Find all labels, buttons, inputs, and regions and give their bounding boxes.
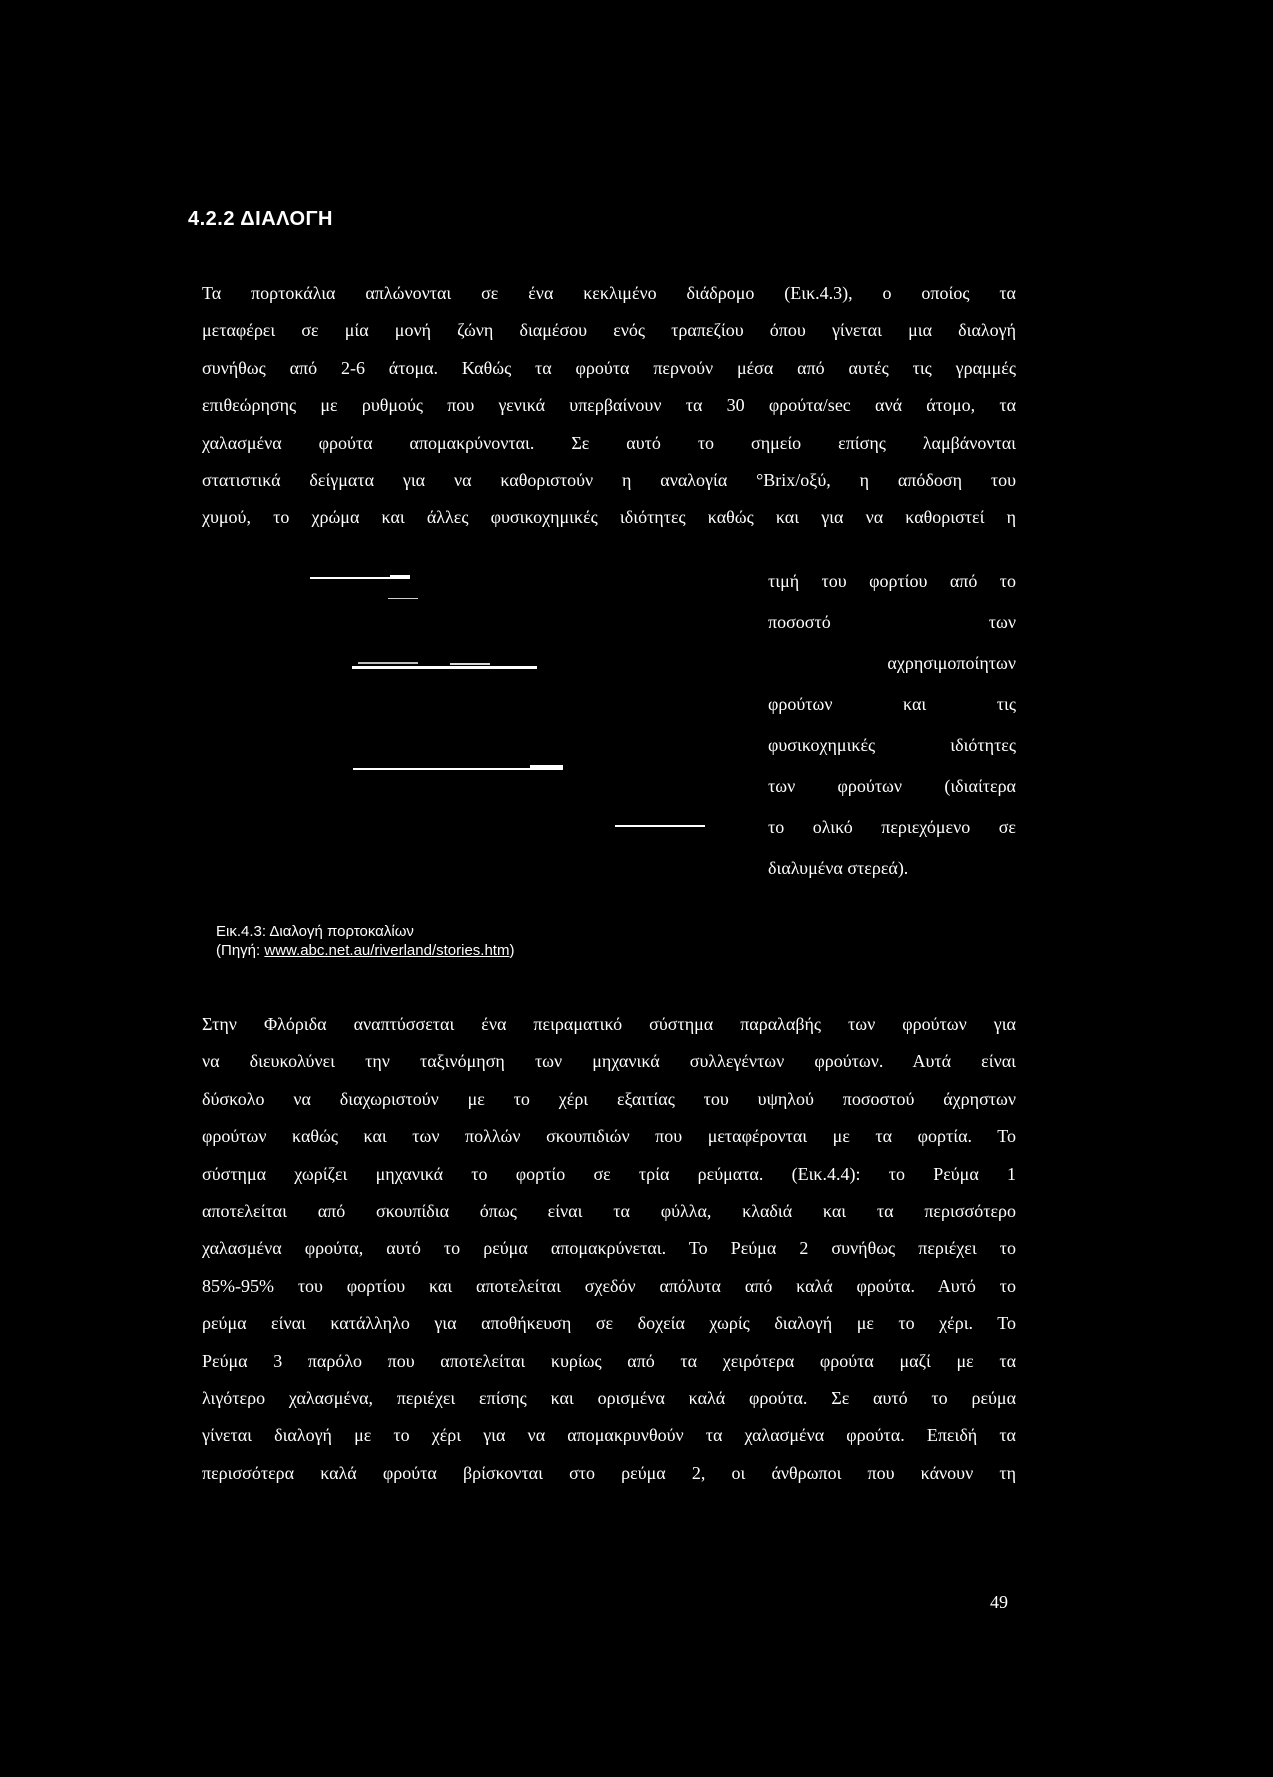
text-line: το ολικό περιεχόμενο σε (768, 817, 1016, 837)
caption-source (216, 941, 514, 960)
figure-line (388, 598, 418, 599)
figure-line (450, 663, 490, 665)
figure-line (615, 825, 705, 827)
page-number: 49 (990, 1592, 1008, 1612)
figure-side-text (768, 561, 1016, 889)
text-line: Τα πορτοκάλια απλώνονται σε ένα κεκλιμένο διάδρομο (Εικ.4.3), ο οποίος τα (202, 283, 1016, 303)
source-link[interactable]: www.abc.net.au/riverland/stories.htm (264, 942, 510, 959)
text-line: αποτελείται από σκουπίδια όπως είναι τα φύλλα, κλαδιά και τα περισσότερο (202, 1201, 1016, 1222)
text-line: συνήθως από 2-6 άτομα. Καθώς τα φρούτα περνούν μέσα από αυτές τις γραμμές (202, 357, 1016, 378)
text-line: φρούτων και τις (768, 694, 1016, 714)
text-line: Στην Φλόριδα αναπτύσσεται ένα πειραματικό σύστημα παραλαβής των φρούτων για (202, 1014, 1016, 1034)
text-line: φυσικοχημικές ιδιότητες (768, 735, 1016, 755)
text-line: λιγότερο χαλασμένα, περιέχει επίσης και ορισμένα καλά φρούτα. Σε αυτό το ρεύμα (202, 1388, 1016, 1409)
section-heading: 4.2.2 ΔΙΑΛΟΓΗ (188, 208, 333, 230)
figure-line (530, 765, 563, 769)
text-line: διαλυμένα στερεά). (768, 858, 909, 878)
text-line: να διευκολύνει την ταξινόμηση των μηχανικά συλλεγέντων φρούτων. Αυτά είναι (202, 1051, 1016, 1072)
text-line: ρεύμα είναι κατάλληλο για αποθήκευση σε δοχεία χωρίς διαλογή με το χέρι. Το (202, 1313, 1016, 1334)
text-line: 85%-95% του φορτίου και αποτελείται σχεδόν απόλυτα από καλά φρούτα. Αυτό το (202, 1275, 1016, 1296)
text-line: των φρούτων (ιδιαίτερα (768, 776, 1016, 796)
text-line: μεταφέρει σε μία μονή ζώνη διαμέσου ενός τραπεζίου όπου γίνεται μια διαλογή (202, 320, 1016, 341)
caption-title: Εικ.4.3: Διαλογή πορτοκαλίων (216, 923, 414, 940)
text-line: δύσκολο να διαχωριστούν με το χέρι εξαιτίας του υψηλού ποσοστού άχρηστων (202, 1088, 1016, 1109)
text-line: γίνεται διαλογή με το χέρι για να απομακρυνθούν τα χαλασμένα φρούτα. Επειδή τα (202, 1425, 1016, 1446)
text-line: στατιστικά δείγματα για να καθοριστούν η αναλογία °Brix/οξύ, η απόδοση του (202, 470, 1016, 491)
figure-caption (216, 922, 514, 960)
text-line: επιθεώρησης με ρυθμούς που γενικά υπερβαίνουν τα 30 φρούτα/sec ανά άτομο, τα (202, 395, 1016, 416)
text-line: αχρησιμοποίητων (887, 653, 1016, 673)
text-line: χαλασμένα φρούτα απομακρύνονται. Σε αυτό το σημείο επίσης λαμβάνονται (202, 432, 1016, 453)
figure-line (358, 662, 418, 664)
caption-source-suffix: ) (509, 942, 515, 959)
text-line: σύστημα χωρίζει μηχανικά το φορτίο σε τρία ρεύματα. (Εικ.4.4): το Ρεύμα 1 (202, 1163, 1016, 1184)
caption-source-prefix: (Πηγή: (216, 942, 265, 959)
text-line: περισσότερα καλά φρούτα βρίσκονται στο ρεύμα 2, οι άνθρωποι που κάνουν τη (202, 1462, 1016, 1483)
text-line: ποσοστό των (768, 612, 1016, 632)
text-line: τιμή του φορτίου από το (768, 571, 1016, 591)
figure-line (390, 575, 410, 579)
text-line: χυμού, το χρώμα και άλλες φυσικοχημικές ιδιότητες καθώς και για να καθοριστεί η (202, 507, 1016, 528)
figure-line (352, 666, 537, 669)
figure-image-remnants (300, 560, 740, 860)
figure-orange-sorting (300, 560, 740, 860)
text-line: Ρεύμα 3 παρόλο που αποτελείται κυρίως από τα χειρότερα φρούτα μαζί με τα (202, 1350, 1016, 1371)
text-line: φρούτων καθώς και των πολλών σκουπιδιών που μεταφέρονται με τα φορτία. Το (202, 1126, 1016, 1147)
paragraph-intro (202, 275, 1016, 537)
text-line: χαλασμένα φρούτα, αυτό το ρεύμα απομακρύνεται. Το Ρεύμα 2 συνήθως περιέχει το (202, 1238, 1016, 1259)
paragraph-florida-system (202, 1006, 1016, 1492)
